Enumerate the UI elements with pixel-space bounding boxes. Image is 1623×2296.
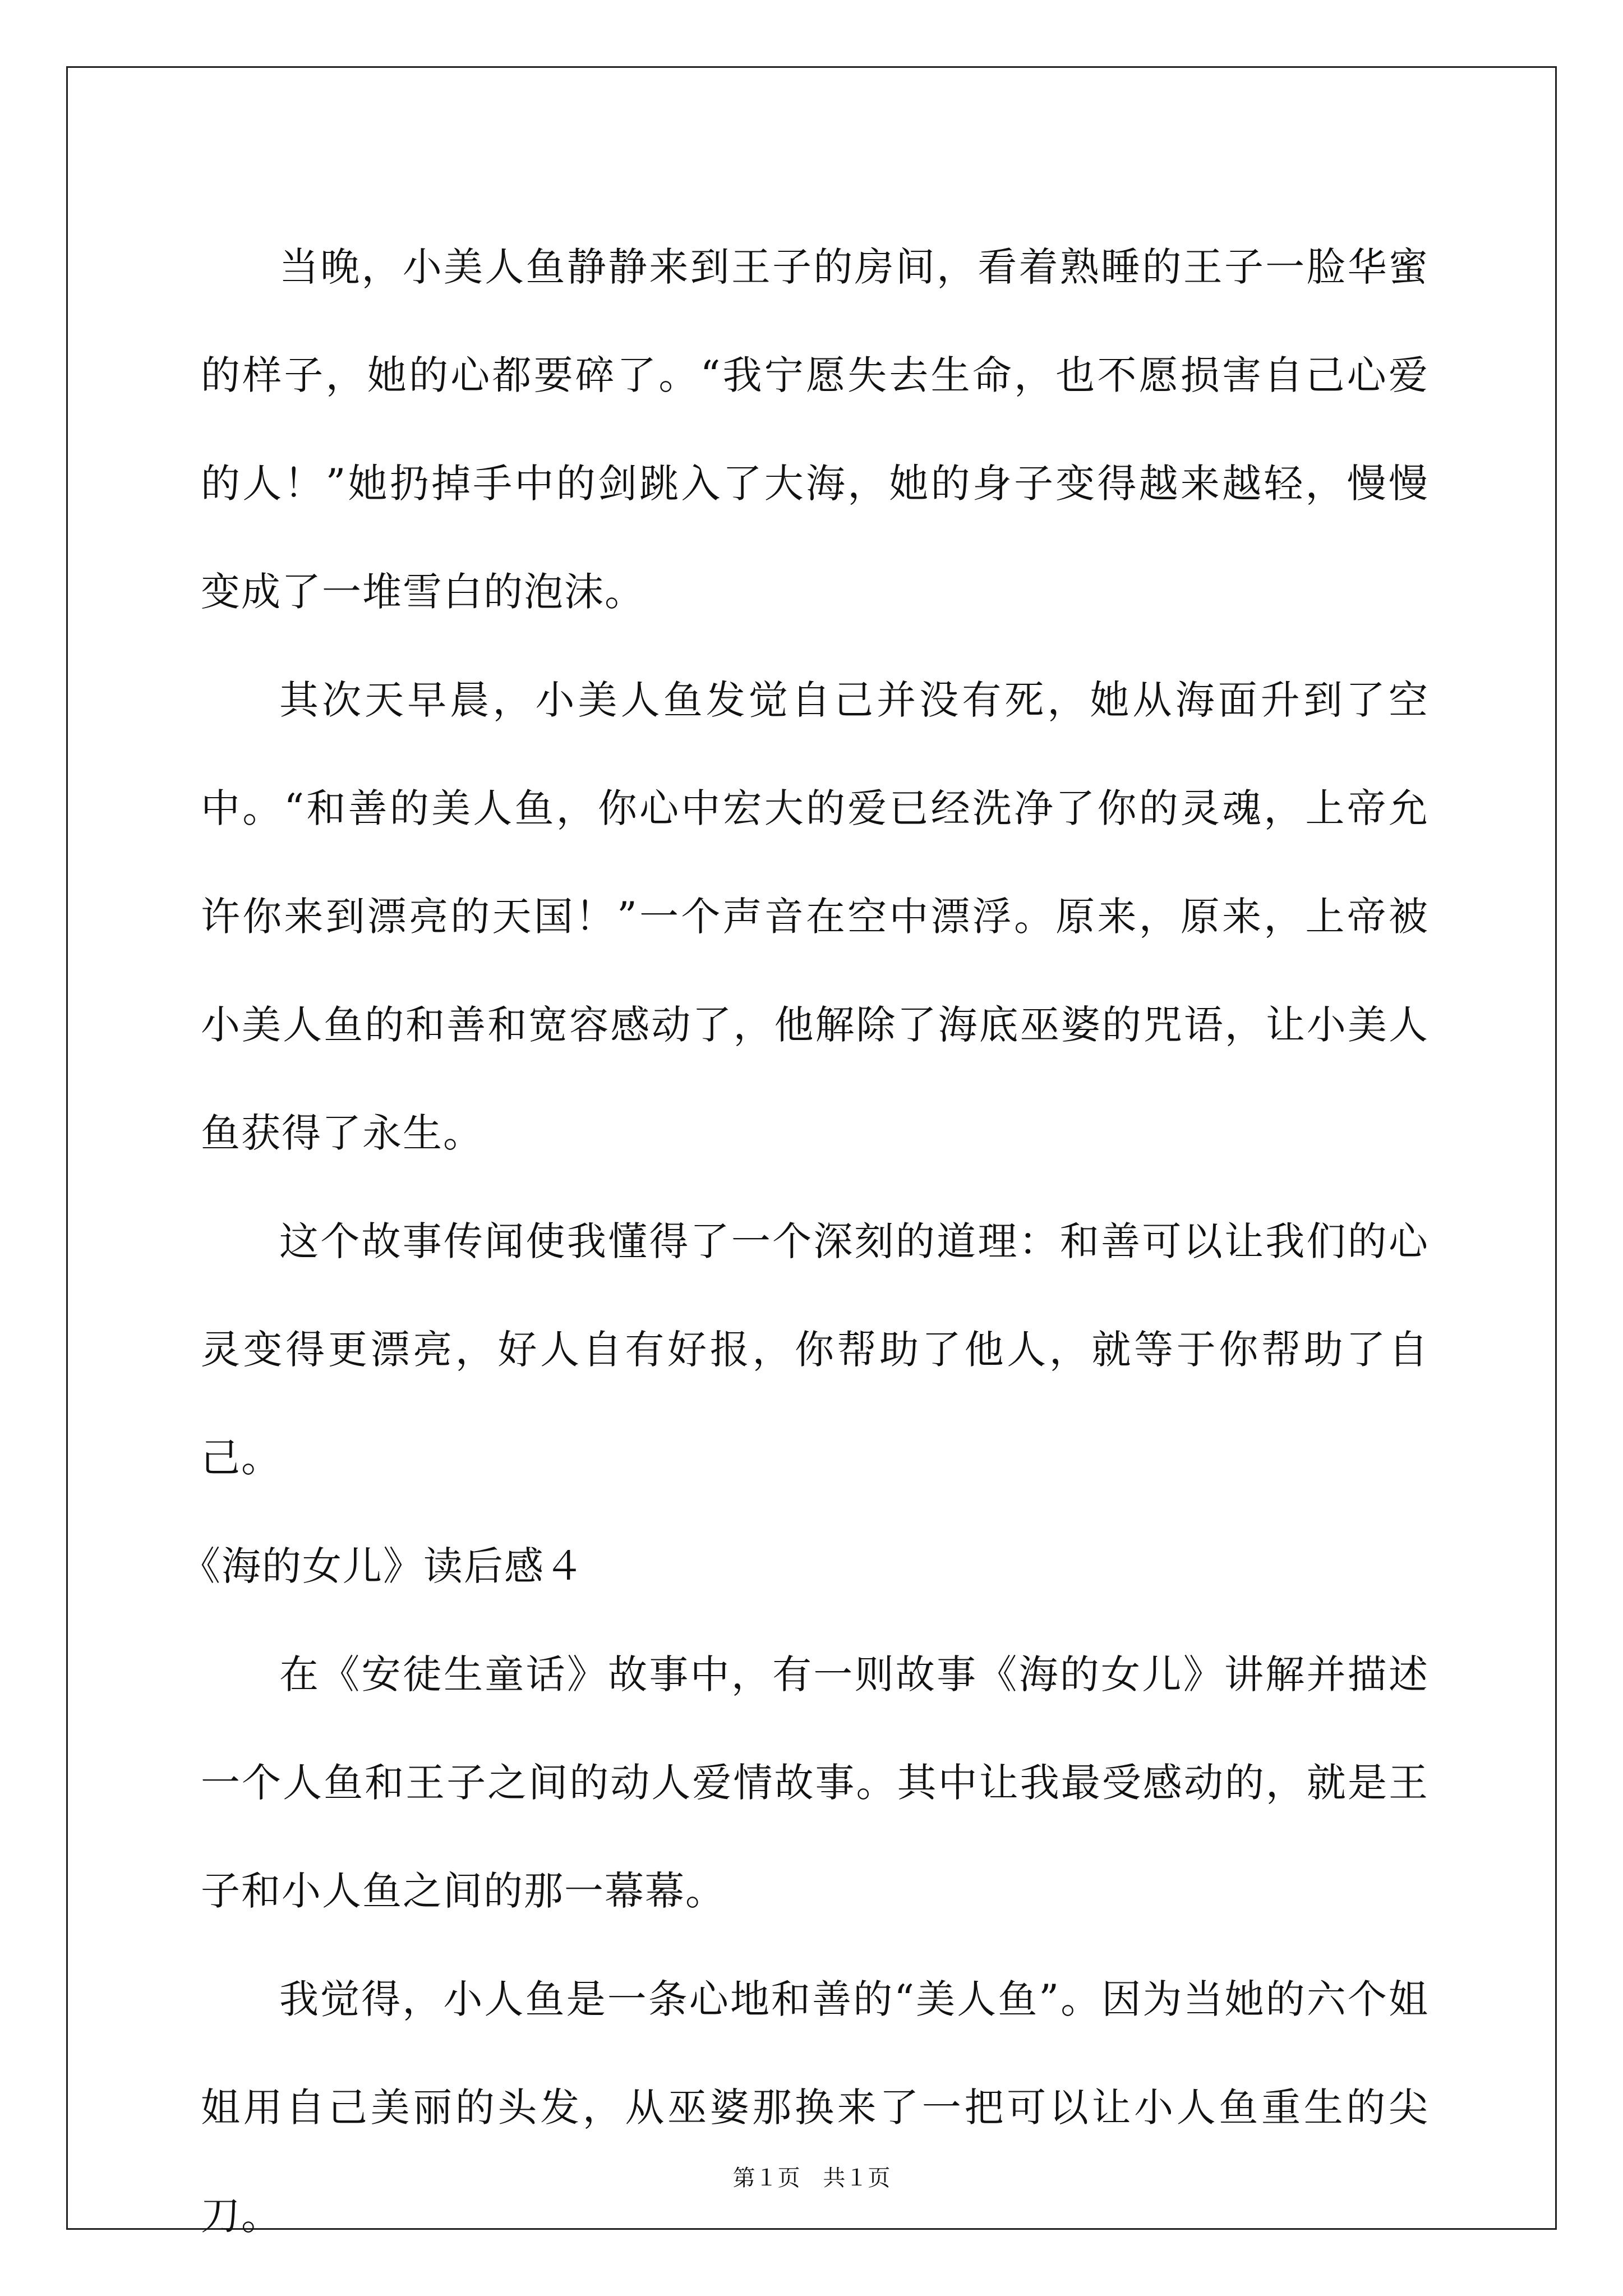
section-heading: 《海的女儿》读后感４ [181, 1543, 585, 1589]
paragraph: 这个故事传闻使我懂得了一个深刻的道理：和善可以让我们的心灵变得更漂亮，好人自有好报，你帮助了他人，就等于你帮助了自己。 [201, 1218, 1429, 1481]
paragraph: 我觉得，小人鱼是一条心地和善的“美人鱼”。因为当她的六个姐姐用自己美丽的头发，从巫婆那换来了一把可以让小人鱼重生的尖刀。 [201, 1976, 1429, 2239]
page-footer [0, 2164, 1623, 2192]
paragraph: 在《安徒生童话》故事中，有一则故事《海的女儿》讲解并描述一个人鱼和王子之间的动人爱情故事。其中让我最受感动的，就是王子和小人鱼之间的那一幕幕。 [201, 1651, 1429, 1914]
paragraph: 其次天早晨，小美人鱼发觉自己并没有死，她从海面升到了空中。“和善的美人鱼，你心中宏大的爱已经洗净了你的灵魂，上帝允许你来到漂亮的天国！”一个声音在空中漂浮。原来，原来，上帝被小美人鱼的和善和宽容感动了，他解除了海底巫婆的咒语，让小美人鱼获得了永生。 [201, 677, 1429, 1156]
paragraph: 当晚，小美人鱼静静来到王子的房间，看着熟睡的王子一脸华蜜的样子，她的心都要碎了。“我宁愿失去生命，也不愿损害自己心爱的人！”她扔掉手中的剑跳入了大海，她的身子变得越来越轻，慢慢变成了一堆雪白的泡沫。 [201, 244, 1429, 615]
document-body [181, 213, 1429, 2270]
page-total: 共１页 [823, 2165, 891, 2191]
page-number: 第１页 [732, 2165, 800, 2191]
